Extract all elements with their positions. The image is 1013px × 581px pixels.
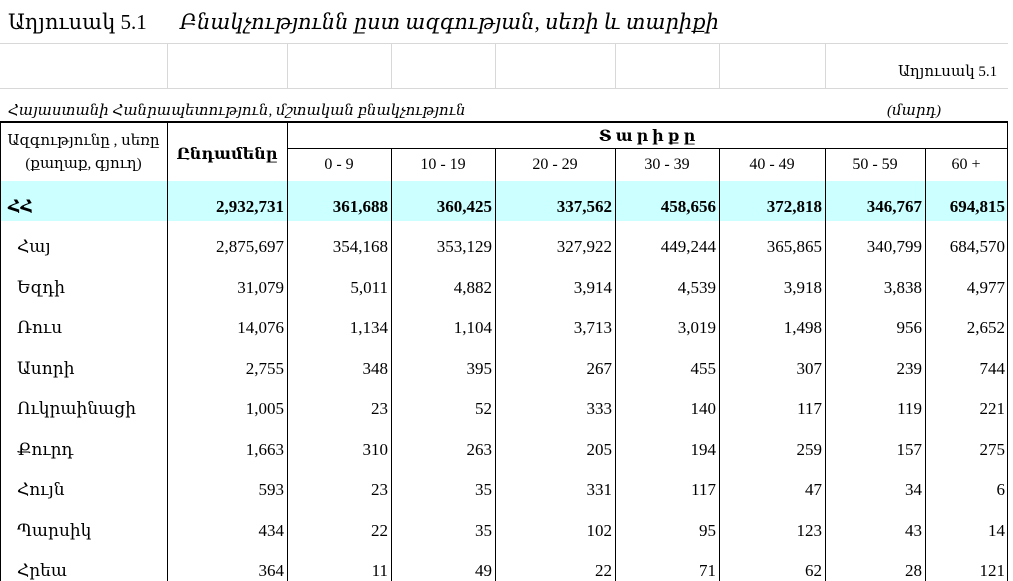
table-cell: 593 — [258, 480, 284, 499]
table-cell: 34 — [905, 480, 922, 499]
table-cell: 102 — [586, 521, 612, 540]
header-nationality: Ազգությունը , սեռը — [7, 133, 160, 149]
table-title: Բնակչությունն ըստ ազգության, սեռի և տարիքի — [180, 10, 719, 34]
table-cell: 28 — [905, 561, 922, 580]
table-cell: 22 — [371, 521, 388, 540]
table-cell: 95 — [699, 521, 716, 540]
table-cell: 4,539 — [677, 278, 716, 297]
table-cell: 23 — [371, 399, 388, 418]
table-cell: 35 — [475, 480, 492, 499]
table-cell: 434 — [258, 521, 284, 540]
table-cell: 5,011 — [350, 278, 388, 297]
table-cell: 684,570 — [949, 237, 1005, 256]
table-cell: 4,977 — [966, 278, 1005, 297]
table-cell: 123 — [796, 521, 822, 540]
subtitle: Հայաստանի Հանրապետություն, մշտական բնակչություն — [8, 103, 466, 119]
table-cell: 348 — [362, 359, 388, 378]
total-cell: 346,767 — [866, 197, 922, 216]
header-age-band: 60 + — [951, 156, 981, 173]
table-cell: 449,244 — [660, 237, 716, 256]
row-label: Հրեա — [17, 561, 67, 580]
table-cell: 3,838 — [883, 278, 922, 297]
header-age-band: 50 - 59 — [852, 156, 898, 173]
table-cell: 205 — [586, 440, 612, 459]
header-age-group: Տ ա ր ի ք ը — [598, 128, 696, 145]
table-cell: 23 — [371, 480, 388, 499]
table-cell: 35 — [475, 521, 492, 540]
table-cell: 333 — [586, 399, 612, 418]
table-cell: 11 — [371, 561, 388, 580]
header-age-band: 40 - 49 — [749, 156, 795, 173]
total-cell: 2,932,731 — [216, 197, 284, 216]
table-cell: 4,882 — [453, 278, 492, 297]
table-cell: 2,755 — [245, 359, 284, 378]
total-cell: 458,656 — [660, 197, 716, 216]
table-cell: 455 — [690, 359, 716, 378]
header-total: Ընդամենը — [176, 146, 278, 163]
row-label: Հույն — [17, 480, 65, 499]
table-cell: 157 — [896, 440, 922, 459]
table-cell: 956 — [896, 318, 922, 337]
table-cell: 6 — [996, 480, 1005, 499]
table-cell: 1,104 — [453, 318, 492, 337]
row-label: Հայ — [17, 237, 51, 256]
table-cell: 1,663 — [245, 440, 284, 459]
table-cell: 119 — [897, 399, 922, 418]
row-label: Ռուս — [17, 318, 63, 337]
table-cell: 340,799 — [866, 237, 922, 256]
total-cell: 694,815 — [949, 197, 1005, 216]
header-nationality-sub: (քաղաք, գյուղ) — [25, 156, 142, 172]
header-age-band: 20 - 29 — [532, 156, 578, 173]
table-cell: 2,875,697 — [216, 237, 284, 256]
table-cell: 259 — [796, 440, 822, 459]
table-cell: 744 — [979, 359, 1005, 378]
table-cell: 31,079 — [237, 278, 284, 297]
table-cell: 43 — [905, 521, 922, 540]
table-cell: 71 — [699, 561, 716, 580]
row-label: Եզդի — [17, 278, 66, 297]
table-cell: 267 — [586, 359, 612, 378]
table-cell: 395 — [466, 359, 492, 378]
table-cell: 14,076 — [237, 318, 284, 337]
unit-label: (մարդ) — [887, 103, 941, 119]
table-cell: 22 — [595, 561, 612, 580]
table-cell: 1,005 — [245, 399, 284, 418]
table-cell: 331 — [586, 480, 612, 499]
table-ref: Աղյուսակ 5.1 — [898, 64, 998, 80]
table-cell: 117 — [797, 399, 822, 418]
table-cell: 1,134 — [349, 318, 388, 337]
table-number: Աղյուսակ 5.1 — [8, 10, 147, 34]
table-cell: 307 — [796, 359, 822, 378]
table-cell: 364 — [258, 561, 284, 580]
total-row-label: ՀՀ — [8, 197, 34, 216]
table-cell: 49 — [475, 561, 492, 580]
table-cell: 3,713 — [573, 318, 612, 337]
header-age-band: 10 - 19 — [420, 156, 466, 173]
table-cell: 121 — [979, 561, 1005, 580]
table-cell: 327,922 — [556, 237, 612, 256]
table-cell: 353,129 — [436, 237, 492, 256]
table-cell: 365,865 — [766, 237, 822, 256]
table-cell: 263 — [466, 440, 492, 459]
table-cell: 52 — [475, 399, 492, 418]
table-cell: 140 — [690, 399, 716, 418]
row-label: Պարսիկ — [17, 521, 92, 540]
table-cell: 3,914 — [573, 278, 612, 297]
table-cell: 221 — [979, 399, 1005, 418]
table-cell: 1,498 — [783, 318, 822, 337]
table-cell: 14 — [988, 521, 1005, 540]
total-cell: 337,562 — [556, 197, 612, 216]
table-cell: 62 — [805, 561, 822, 580]
table-cell: 194 — [690, 440, 716, 459]
table-cell: 354,168 — [332, 237, 388, 256]
row-label: Ուկրաինացի — [17, 399, 136, 418]
total-cell: 360,425 — [436, 197, 492, 216]
row-label: Քուրդ — [17, 440, 74, 459]
table-cell: 275 — [979, 440, 1005, 459]
table-cell: 310 — [362, 440, 388, 459]
table-cell: 2,652 — [966, 318, 1005, 337]
header-age-band: 0 - 9 — [324, 156, 354, 173]
table-cell: 117 — [691, 480, 716, 499]
table-cell: 3,918 — [783, 278, 822, 297]
table-cell: 239 — [896, 359, 922, 378]
table-cell: 3,019 — [677, 318, 716, 337]
row-label: Ասորի — [17, 359, 75, 378]
header-age-band: 30 - 39 — [644, 156, 690, 173]
table-cell: 47 — [805, 480, 822, 499]
total-cell: 361,688 — [332, 197, 388, 216]
total-cell: 372,818 — [766, 197, 822, 216]
